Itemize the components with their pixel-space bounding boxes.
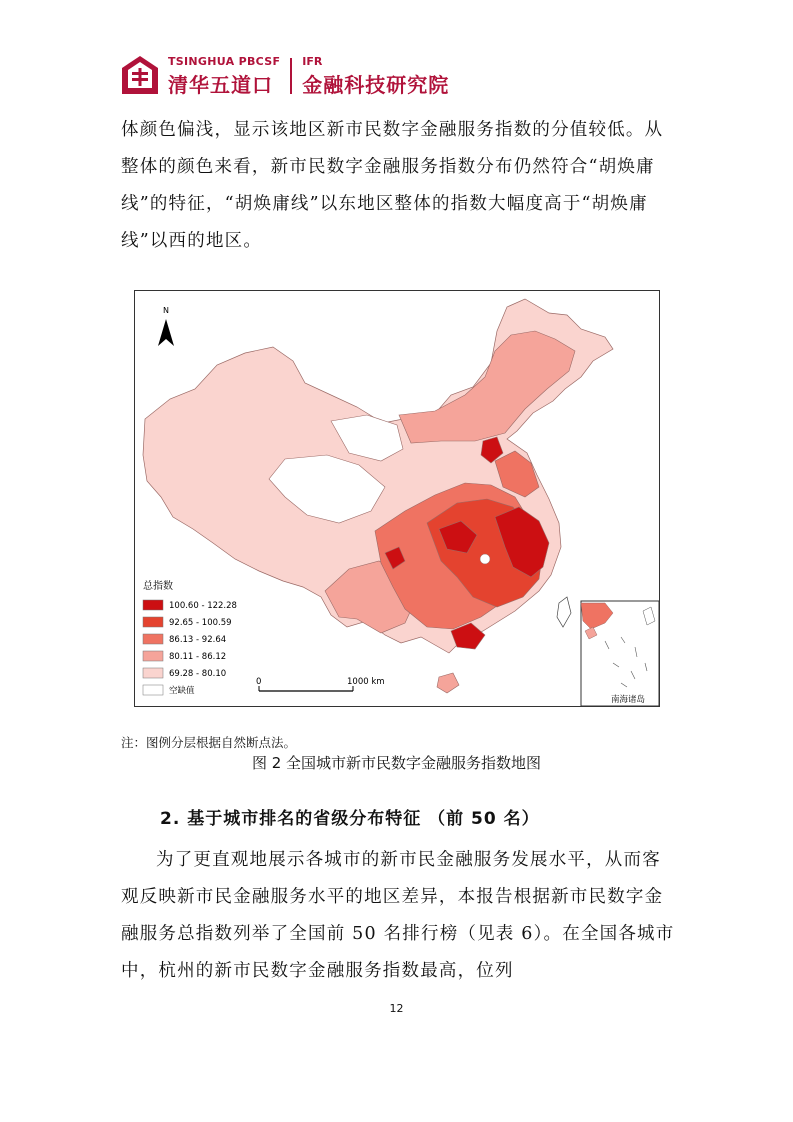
legend-swatch-2: [143, 617, 163, 627]
scale-end-label: 1000 km: [347, 677, 385, 687]
legend-label-1: 100.60 - 122.28: [169, 601, 237, 611]
legend-label-6: 空缺值: [169, 686, 195, 696]
legend-swatch-5: [143, 668, 163, 678]
paragraph-intro: 体颜色偏浅，显示该地区新市民数字金融服务指数的分值较低。从整体的颜色来看，新市民数字金融服务指数分布仍然符合“胡焕庸线”的特征，“胡焕庸线”以东地区整体的指数大幅度高于“胡焕庸线”以西的地区。: [121, 120, 664, 251]
china-choropleth-map: [134, 290, 660, 707]
brand-chinese: 清华五道口: [168, 72, 273, 97]
figure-note: 注：图例分层根据自然断点法。: [121, 735, 297, 750]
legend: [143, 600, 237, 696]
brand-english: TSINGHUA PBCSF: [168, 54, 281, 68]
page-header: [118, 52, 449, 100]
region-wuhan-missing: [480, 554, 490, 564]
legend-swatch-6: [143, 685, 163, 695]
inset-label: 南海诸岛: [611, 695, 646, 705]
ifr-chinese: 金融科技研究院: [302, 72, 450, 97]
legend-label-5: 69.28 - 80.10: [169, 669, 227, 679]
legend-label-3: 86.13 - 92.64: [169, 635, 227, 645]
legend-swatch-4: [143, 651, 163, 661]
legend-swatch-1: [143, 600, 163, 610]
header-divider: [290, 58, 292, 94]
region-hainan: [437, 673, 459, 693]
figure-caption: 图 2 全国城市新市民数字金融服务指数地图: [251, 754, 542, 772]
south-china-sea-inset: [581, 601, 659, 706]
region-tier-4-north: [399, 331, 575, 443]
map-canvas: [135, 291, 659, 706]
ifr-english: IFR: [302, 54, 323, 68]
legend-label-4: 80.11 - 86.12: [169, 652, 227, 662]
paragraph-ranking: 为了更直观地展示各城市的新市民金融服务发展水平，从而客观反映新市民金融服务水平的地区差异，本报告根据新市民数字金融服务总指数列举了全国前 50 名排行榜（见表 6）。在全国各城市中，杭州的新市民数字金融服务指数最高，位列: [121, 850, 675, 981]
region-taiwan: [557, 597, 571, 627]
tsinghua-logo-icon: [118, 54, 162, 98]
section-heading: 2. 基于城市排名的省级分布特征 （前 50 名）: [160, 809, 540, 829]
legend-title: 总指数: [143, 581, 173, 592]
scale-start-label: 0: [256, 677, 262, 687]
north-label: N: [163, 306, 169, 315]
legend-swatch-3: [143, 634, 163, 644]
legend-label-2: 92.65 - 100.59: [169, 618, 232, 628]
page-number: 12: [389, 1002, 404, 1015]
north-arrow-icon: [158, 319, 174, 346]
scale-bar: [256, 677, 385, 691]
